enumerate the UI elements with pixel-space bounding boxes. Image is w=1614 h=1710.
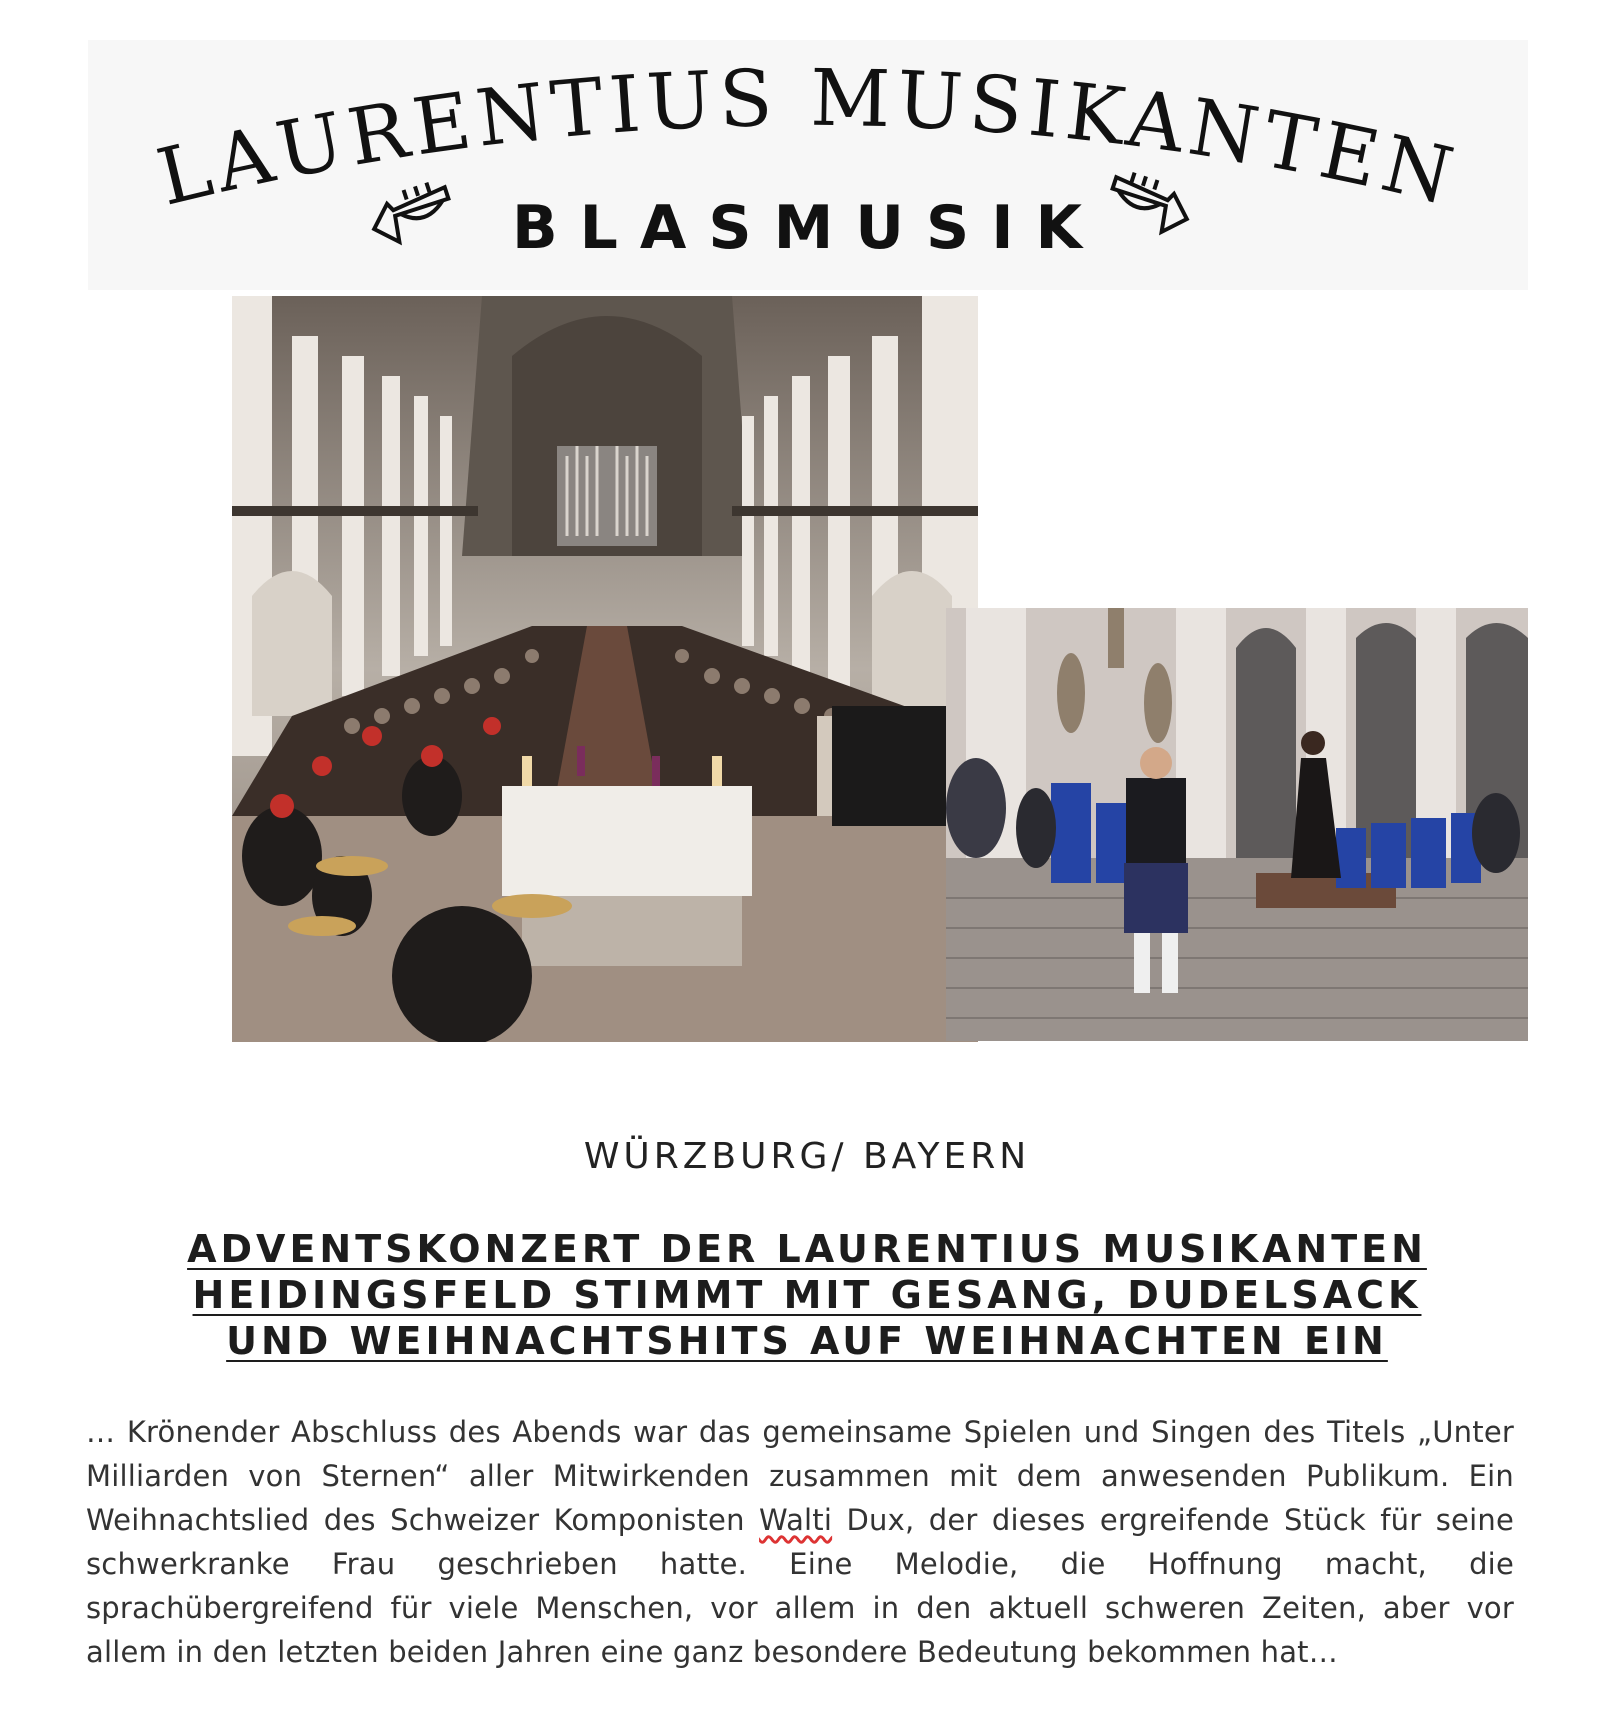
bagpiper-photo xyxy=(946,608,1528,1041)
article-headline[interactable]: ADVENTSKONZERT DER LAURENTIUS MUSIKANTEN HEIDINGSFELD STIMMT MIT GESANG, DUDELSACK UND WEIHNACHTSHITS AUF WEIHNACHTEN EIN xyxy=(187,1227,1427,1363)
article-body xyxy=(86,1410,1514,1674)
logo-arc-text: LAURENTIUS MUSIKANTEN xyxy=(149,53,1467,224)
composer-first-name: Walti xyxy=(759,1503,833,1537)
trumpet-icon xyxy=(366,178,457,248)
article-location: WÜRZBURG/ BAYERN xyxy=(583,1136,1031,1177)
logo-subtitle: BLASMUSIK xyxy=(511,193,1105,263)
article-body-part1: … Krönender Abschluss des Abends war das gemeinsame Spielen und Singen des Titels „Unter Milliarden von Sternen“ aller Mitwirkenden zusammen mit dem anwesenden Publikum. Ein Weihnachtslied des Schweizer Komponisten xyxy=(86,1415,1514,1537)
trumpet-icon xyxy=(1105,168,1196,238)
article-body-part2: Dux, der dieses ergreifende Stück für seine schwerkranke Frau geschrieben hatte. Eine Melodie, die Hoffnung macht, die sprachübergreifend für viele Menschen, vor allem in den aktuell schweren Zeiten, aber vor allem in den letzten beiden Jahren eine ganz besondere Bedeutung bekommen hat… xyxy=(86,1503,1514,1669)
church-concert-photo xyxy=(232,296,978,1042)
band-logo xyxy=(88,40,1528,290)
